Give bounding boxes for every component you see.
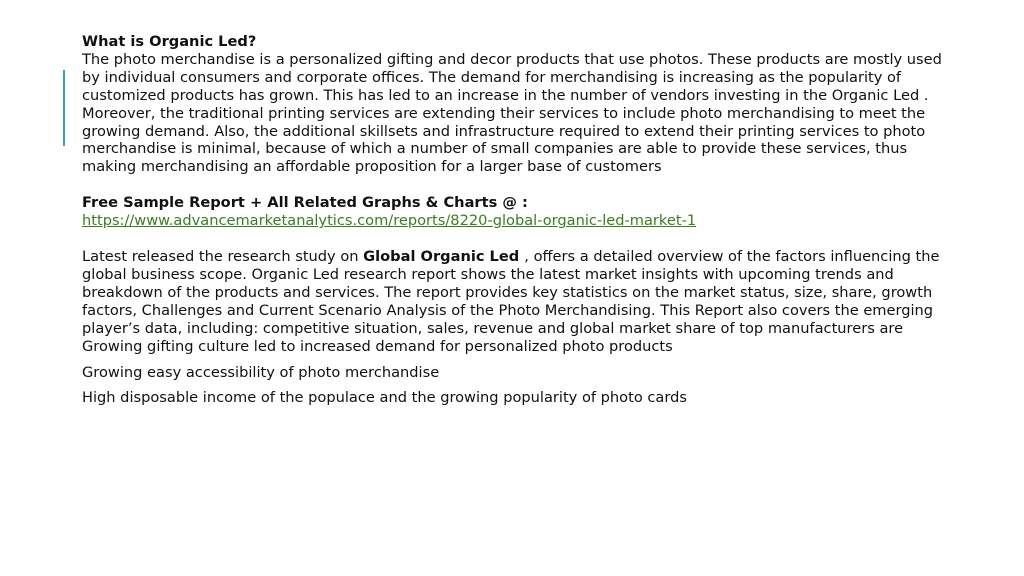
slide-content [82, 33, 962, 407]
study-title: Global Organic Led [363, 248, 525, 266]
study-paragraph [82, 248, 962, 355]
intro-paragraph: The photo merchandise is a personalized gifting and decor products that use photos. These products are mostly used by individual consumers and corporate offices. The demand for merchandising is increasing as the popularity of customized products has grown. This has led to an increase in the number of vendors investing in the Organic Led . Moreover, the traditional printing services are extending their services to include photo merchandising to meet the growing demand. Also, the additional skillsets and infrastructure required to extend their printing services to photo merchandise is minimal, because of which a number of small companies are able to provide these services, thus making merchandising an affordable proposition for a larger base of customers [82, 50, 942, 176]
study-intro-text: Latest released the research study on [82, 248, 364, 266]
study-body-text: , offers a detailed overview of the factors influencing the global business scope. Organic Led research report shows the latest market insights with upcoming trends and breakdown of the products and services. The report provides key statistics on the market status, size, share, growth factors, Challenges and Current Scenario Analysis of the Photo Merchandising. This Report also covers the emerging player’s data, including: competitive situation, sales, revenue and global market share of top manufacturers are Growing gifting culture led to increased demand for personalized photo products [82, 248, 940, 355]
section-heading: What is Organic Led? [82, 33, 257, 50]
sample-report-link[interactable]: https://www.advancemarketanalytics.com/reports/8220-global-organic-led-market-1 [82, 212, 697, 230]
point-income: High disposable income of the populace and the growing popularity of photo cards [82, 389, 687, 407]
sample-report-label: Free Sample Report + All Related Graphs & Charts @ : [82, 194, 528, 212]
point-accessibility: Growing easy accessibility of photo merchandise [82, 363, 440, 381]
accent-bar [63, 70, 65, 146]
